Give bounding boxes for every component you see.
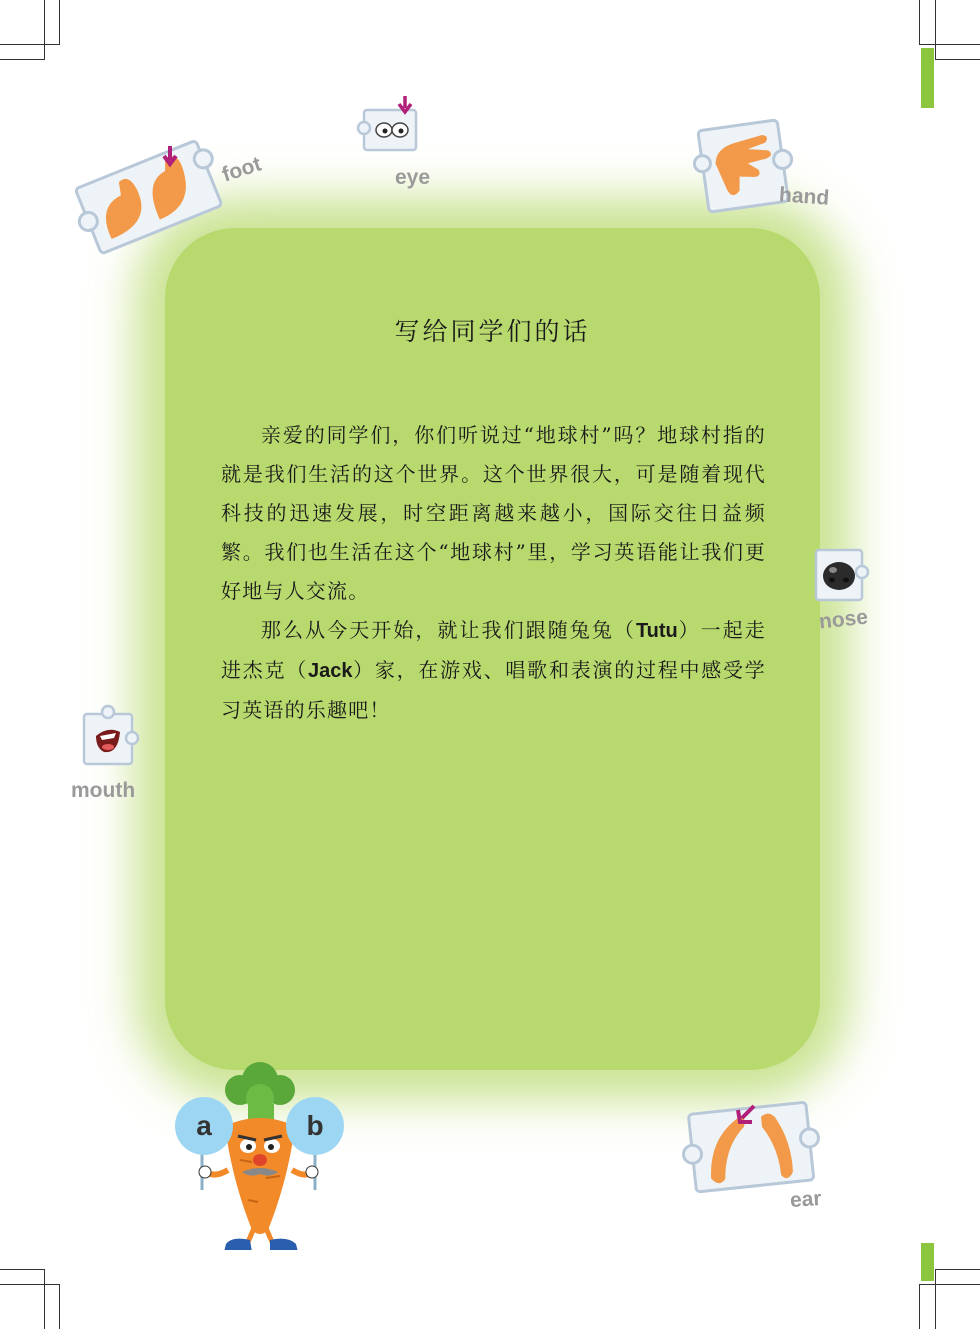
edge-tab-top	[921, 48, 934, 108]
paragraph-2-text: ）一起走进杰克（	[221, 618, 766, 682]
letter-card-a-text: a	[196, 1110, 212, 1141]
name-tutu: Tutu	[635, 620, 678, 642]
paragraph-2-text: ）家，在游戏、唱歌和表演的过程中感受学习英语的乐趣吧！	[221, 658, 766, 722]
crop-mark	[0, 1284, 60, 1285]
mouth-label: mouth	[71, 779, 136, 802]
name-jack: Jack	[308, 660, 353, 682]
crop-mark	[59, 0, 60, 45]
nose-label: nose	[817, 605, 870, 634]
carrot-mascot-icon	[170, 1060, 350, 1260]
crop-mark	[59, 1284, 60, 1329]
letter-card-b-text: b	[306, 1110, 324, 1141]
foot-label: foot	[219, 152, 265, 187]
mouth-puzzle-icon	[74, 702, 144, 774]
crop-mark	[919, 1284, 920, 1329]
crop-mark	[0, 1269, 45, 1270]
crop-mark	[44, 0, 45, 60]
crop-mark	[935, 0, 936, 60]
crop-mark	[919, 1284, 980, 1285]
paragraph-1: 亲爱的同学们，你们听说过“地球村”吗？地球村指的就是我们生活的这个世界。这个世界很大，可是随着现代科技的迅速发展，时空距离越来越小，国际交往日益频繁。我们也生活在这个“地球村”里，学习英语能让我们更好地与人交流。	[221, 423, 766, 603]
letter-card-b	[286, 1097, 344, 1155]
foot-puzzle-icon	[68, 128, 223, 263]
crop-mark	[44, 1269, 45, 1329]
crop-mark	[0, 59, 45, 60]
eye-label: eye	[395, 166, 431, 189]
ear-puzzle-icon	[680, 1094, 825, 1198]
crop-mark	[919, 0, 920, 45]
hand-label: hand	[778, 183, 830, 210]
paragraph-2-text: 那么从今天开始，就让我们跟随兔兔（	[261, 618, 636, 642]
ear-label: ear	[789, 1186, 823, 1213]
edge-tab-bottom	[921, 1243, 934, 1281]
crop-mark	[0, 44, 60, 45]
page-title: 写给同学们的话	[394, 317, 591, 346]
crop-mark	[935, 59, 980, 60]
letter-body	[221, 416, 766, 730]
letter-card-a	[175, 1097, 233, 1155]
crop-mark	[935, 1269, 936, 1329]
crop-mark	[919, 44, 980, 45]
eye-puzzle-icon	[356, 94, 426, 158]
nose-puzzle-icon	[806, 538, 872, 612]
crop-mark	[935, 1269, 980, 1270]
paragraph-2	[221, 611, 766, 730]
